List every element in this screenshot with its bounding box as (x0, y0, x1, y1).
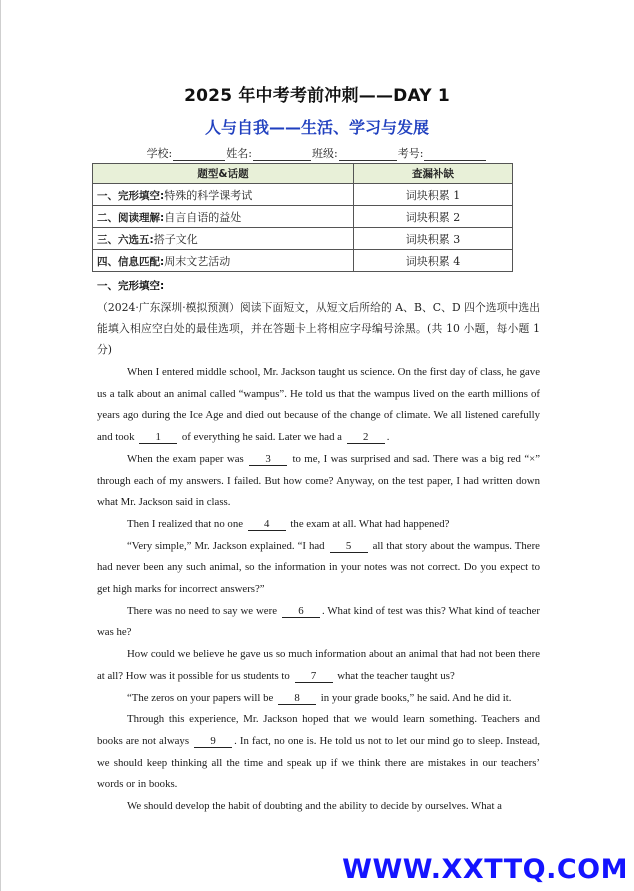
name-label: 姓名: (226, 147, 252, 160)
topic-cell (93, 206, 354, 228)
table-row (93, 228, 513, 250)
passage-text: of everything he said. Later we had a (181, 431, 342, 444)
passage-text: . In fact, no one is. He told us not to let our mind go to sleep. Instead, we should keep thinking all the time and speak up if we think there are mistakes in our teachers’ words or in books. (97, 734, 541, 791)
paragraph (97, 796, 540, 818)
table-header: 题型&话题 (93, 164, 354, 184)
passage-text: “The zeros on your papers will be (127, 691, 274, 704)
blank-2[interactable]: 2 (347, 431, 385, 444)
section-instructions: （2024·广东深圳·模拟预测）阅读下面短文，从短文后所给的 A、B、C、D 四个选项中选出能填入相应空白处的最佳选项，并在答题卡上将相应字母编号涂黑。(共 10 小题，每小题 1 分) (97, 301, 540, 356)
section-label: 二、阅读理解: (97, 211, 165, 224)
school-blank[interactable] (173, 148, 225, 161)
blank-1[interactable]: 1 (139, 431, 177, 444)
passage-text: what the teacher taught us? (337, 669, 455, 682)
passage-text: all that story about the wampus. There had never been any such animal, so the information in your notes was not correct. Do you expect to get high marks for incorrect answers?” (97, 539, 540, 596)
blank-9[interactable]: 9 (194, 735, 232, 748)
student-info-line (0, 145, 634, 161)
paragraph (97, 449, 540, 514)
passage-text: the exam at all. What had happened? (290, 517, 450, 530)
paragraph (97, 709, 540, 796)
passage-text: When I entered middle school, Mr. Jackson taught us science. On the first day of class, he gave us a talk about an animal called “wampus”. He told us that the wampus lived on the earth millions of years ago during the Ice Age and died out because of the change of climate. We all listened carefully and took (97, 366, 540, 444)
table-header-row (93, 164, 513, 184)
class-label: 班级: (312, 147, 338, 160)
section-heading: 一、完形填空: (97, 280, 165, 292)
passage-text: . (386, 431, 390, 444)
blank-8[interactable]: 8 (278, 692, 316, 705)
topic-cell (93, 184, 354, 206)
topic-label: 自言自语的益处 (164, 210, 242, 224)
topic-cell (93, 228, 354, 250)
paragraph (97, 536, 540, 601)
passage-text: Then I realized that no one (127, 517, 244, 530)
page-title: 2025 年中考考前冲刺——DAY 1 (184, 86, 450, 106)
paragraph (97, 644, 540, 687)
topic-cell (93, 250, 354, 272)
section-label: 一、完形填空: (97, 189, 165, 202)
site-watermark: WWW.XXTTQ.COM (342, 854, 628, 885)
section-label: 三、六选五: (97, 233, 154, 246)
passage-text: There was no need to say we were (127, 604, 277, 617)
supplement-cell: 词块积累 4 (354, 250, 513, 272)
blank-7[interactable]: 7 (295, 670, 333, 683)
blank-3[interactable]: 3 (249, 453, 287, 466)
passage-text: in your grade books,” he said. And he did it. (320, 691, 512, 704)
passage-text: We should develop the habit of doubting and the ability to decide by ourselves. What a (127, 800, 502, 813)
paragraph (97, 601, 540, 644)
blank-5[interactable]: 5 (330, 540, 368, 553)
topic-table (92, 163, 513, 272)
name-blank[interactable] (253, 148, 311, 161)
exam-no-blank[interactable] (424, 148, 486, 161)
paragraph (97, 362, 540, 449)
supplement-cell: 词块积累 1 (354, 184, 513, 206)
supplement-cell: 词块积累 3 (354, 228, 513, 250)
table-row (93, 206, 513, 228)
blank-4[interactable]: 4 (248, 518, 286, 531)
table-row (93, 250, 513, 272)
paragraph (97, 688, 540, 710)
passage-text: . What kind of test was this? What kind of teacher was he? (97, 604, 540, 639)
section-label: 四、信息匹配: (97, 255, 165, 268)
passage-text: How could we believe he gave us so much information about an animal that had not been there at all? How was it possible for us students to (97, 648, 540, 682)
passage-text: to me, I was surprised and sad. There was a big red “×” through each of my answers. I failed. But how come? Anyway, on the test paper, I had written down what Mr. Jackson said in class. (97, 452, 541, 509)
passage-text: When the exam paper was (127, 452, 244, 465)
cloze-passage (97, 362, 540, 818)
table-row (93, 184, 513, 206)
table-header: 查漏补缺 (354, 164, 513, 184)
passage-text: “Very simple,” Mr. Jackson explained. “I had (127, 539, 325, 552)
paragraph (97, 514, 540, 536)
school-label: 学校: (146, 147, 173, 160)
topic-label: 搭子文化 (153, 232, 198, 246)
page-subtitle: 人与自我——生活、学习与发展 (204, 118, 429, 137)
blank-6[interactable]: 6 (282, 605, 320, 618)
supplement-cell: 词块积累 2 (354, 206, 513, 228)
exam-no-label: 考号: (397, 147, 424, 160)
passage-text: Through this experience, Mr. Jackson hoped that we would learn something. Teachers and books are not always (97, 713, 540, 747)
class-blank[interactable] (339, 148, 397, 161)
topic-label: 特殊的科学课考试 (164, 188, 253, 202)
topic-label: 周末文艺活动 (164, 254, 231, 268)
